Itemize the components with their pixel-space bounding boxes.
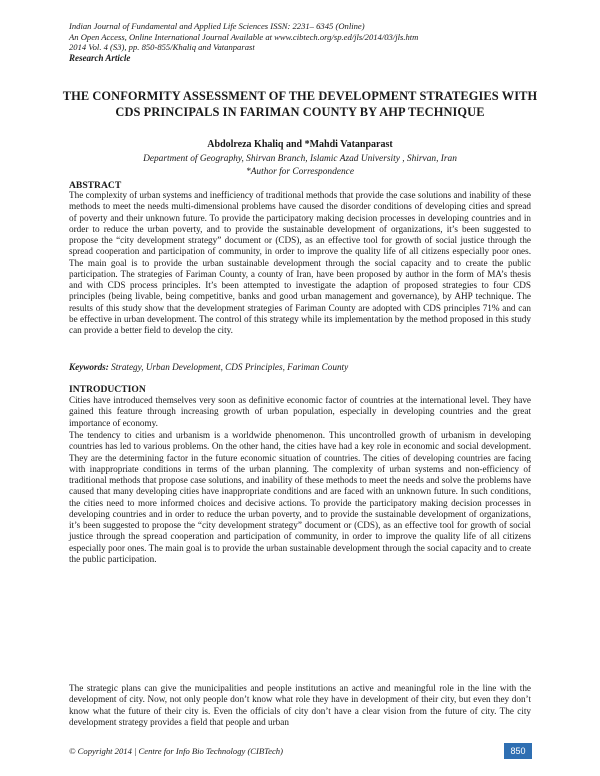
introduction-paragraph-3: The strategic plans can give the municipalities and people institutions an active and meaningful role in the line with the development of city. Now, not only people don’t know what role they have in development of their city, but even they don’t know what the future of their city is. Even the officials of city don’t have a clear vision from the future of city. The city development strategy provides a field that people and urban [69,683,531,727]
journal-header [69,21,539,64]
keywords-label: Keywords: [69,362,109,372]
paper-title: THE CONFORMITY ASSESSMENT OF THE DEVELOPMENT STRATEGIES WITH CDS PRINCIPALS IN FARIMAN COUNTY BY AHP TECHNIQUE [62,89,538,119]
copyright-footer: © Copyright 2014 | Centre for Info Bio Technology (CIBTech) [69,746,283,756]
introduction-paragraph-2: The tendency to cities and urbanism is a worldwide phenomenon. This uncontrolled growth of urbanism in developing countries has led to various problems. On the other hand, the cities have had a key role in economic and social development. They are the determining factor in the future economic situation of countries. The cities of developing countries are facing with inappropriate conditions in terms of the urban planning. The complexity of urban systems and non-efficiency of traditional methods that propose case solutions, and inability of these methods to meet the needs and solve the problems have caused that many developing cities have inappropriate conditions and are faced with an unknown future. In such conditions, the cities need to more informed choices and decisive actions. To provide the participatory making decision processes in developing countries and in order to reduce the urban poverty, and to provide the sustainable development of organizations, it’s been suggested to propose the “city development strategy” document or (CDS), as an effective tool for growth of social justice through the spread cooperation and participation of community, in order to improve the quality life of all citizens especially poor ones. The main goal is to provide the urban sustainable development through the social capacity and to create the public participation. [69,430,531,564]
introduction-heading: INTRODUCTION [69,384,146,395]
introduction-paragraph-1: Cities have introduced themselves very soon as definitive economic factor of countries at the international level. They have gained this feature through increasing growth of urban population, especially in developing countries and the great importance of economy. [69,395,531,428]
abstract-text: The complexity of urban systems and inefficiency of traditional methods that provide the case solutions and inability of these methods to meet the needs multi-dimensional problems have caused the disorder conditions of developing cities and spread of poverty and their unknown future. To provide the participatory making decision processes in developing countries and in order to reduce the urban poverty, and to provide the sustainable development of organizations, it’s been suggested to propose the “city development strategy” document or (CDS), as an effective tool for growth of social justice through the spread cooperation and participation of community, in order to improve the quality life of all citizens especially poor ones. The main goal is to provide the urban sustainable development through the social capacity and to create the public participation. The strategies of Fariman County, a county of Iran, have been proposed by author in the form of MA’s thesis and with CDS process principles. It’s been attempted to investigate the adaption of proposed strategies to four CDS principles (being livable, being competitive, banks and good urban management and governance), by AHP technique. The results of this study show that the development strategies of Fariman County are adopted with CDS principles 71% and can be effective in urban development. The control of this strategy while its implementation by the method proposed in this study can provide a better field to develop the city. [69,190,531,335]
page-number-badge: 850 [504,743,532,759]
journal-volume-line: 2014 Vol. 4 (S3), pp. 850-855/Khaliq and Vatanparast [69,42,255,53]
affiliation: Department of Geography, Shirvan Branch, Islamic Azad University , Shirvan, Iran [143,154,457,164]
keywords-text: Strategy, Urban Development, CDS Principles, Fariman County [111,362,349,372]
journal-access-line: An Open Access, Online International Journal Available at www.cibtech.org/sp.ed/jls/2014/03/jls.htm [69,31,419,42]
correspondence-note: *Author for Correspondence [246,166,354,177]
keywords-line [69,362,531,373]
author-list: Abdolreza Khaliq and *Mahdi Vatanparast [207,139,393,150]
article-type: Research Article [69,53,131,64]
author-affiliation-block [60,153,540,179]
journal-name-line: Indian Journal of Fundamental and Applied Life Sciences ISSN: 2231– 6345 (Online) [69,21,365,31]
abstract-heading: ABSTRACT [69,180,122,191]
